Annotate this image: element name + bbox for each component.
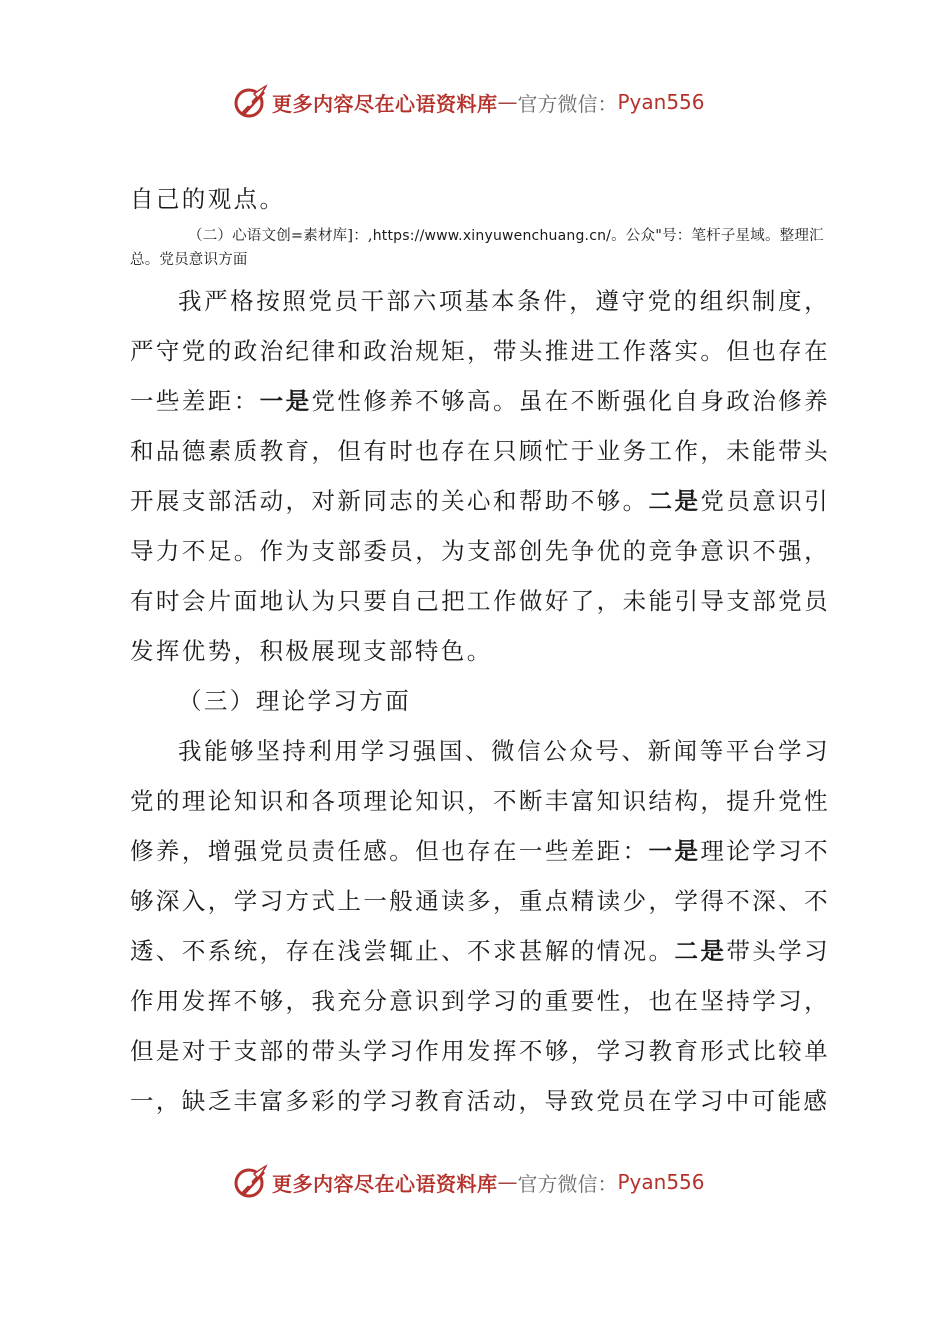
para1-text-c: 党性修养不够高。虽在不断强化自身政治修养和品德素质教育，但有时也存在只顾忙于业务工作，未能带头开展支部活动，对新同志的关心和帮助不够。 <box>130 387 831 515</box>
quill-pen-circle-icon <box>232 1164 268 1200</box>
para2-text-a: 我能够坚持利用学习强国、微信公众号、新闻等平台学习党的理论知识和各项理论知识，不断丰富知识结构，提升党性修养，增强党员责任感。但也存在一些差距： <box>130 737 830 865</box>
source-note-suffix: 。公众"号：笔杆子星域。整理汇总。党员意识方面 <box>130 228 824 268</box>
banner-title: 更多内容尽在心语资料库 <box>272 91 498 116</box>
banner-wechat-label: 官方微信： <box>517 91 618 116</box>
paragraph-party-awareness <box>130 276 830 676</box>
banner-wechat-label: 官方微信： <box>517 1171 618 1196</box>
quill-pen-circle-icon <box>232 84 268 120</box>
source-note <box>130 224 830 272</box>
para2-text-d: 带头学习作用发挥不够，我充分意识到学习的重要性，也在坚持学习，但是对于支部的带头学习作用发挥不够，学习教育形式比较单一，缺乏丰富多彩的学习教育活动，导致党员在学习中可能感 <box>130 937 830 1115</box>
para1-text-a: 我严格按照党员干部六项基本条件，遵守党的组织制度，严守党的政治纪律和政治规矩，带头推进工作落实。但也存在一些差距： <box>130 287 830 415</box>
banner-dash: — <box>497 90 518 114</box>
header-banner <box>232 82 705 122</box>
para2-bold-first: 一是 <box>648 837 701 865</box>
source-note-prefix: （二）心语文创=素材库]：, <box>188 228 373 244</box>
footer-banner <box>232 1162 705 1202</box>
banner-dash: — <box>497 1170 518 1194</box>
para2-text-c: 理论学习不够深入，学习方式上一般通读多，重点精读少，学得不深、不透、不系统，存在浅尝辄止、不求甚解的情况。 <box>130 837 830 965</box>
para2-bold-second: 二是 <box>674 937 727 965</box>
continued-line: 自己的观点。 <box>130 185 286 213</box>
banner-wechat-id: Pyan556 <box>617 90 705 114</box>
banner-wechat-id: Pyan556 <box>617 1170 705 1194</box>
paragraph-theory-study <box>130 726 830 1126</box>
section-heading-theory: （三）理论学习方面 <box>178 687 412 715</box>
para1-bold-second: 二是 <box>648 487 701 515</box>
document-body <box>130 174 830 1126</box>
para1-bold-first: 一是 <box>259 387 312 415</box>
source-note-url: https://www.xinyuwenchuang.cn/ <box>372 228 612 244</box>
banner-title: 更多内容尽在心语资料库 <box>272 1171 498 1196</box>
para1-text-d: 党员意识引导力不足。作为支部委员，为支部创先争优的竞争意识不强，有时会片面地认为只要自己把工作做好了，未能引导支部党员发挥优势，积极展现支部特色。 <box>130 487 830 665</box>
